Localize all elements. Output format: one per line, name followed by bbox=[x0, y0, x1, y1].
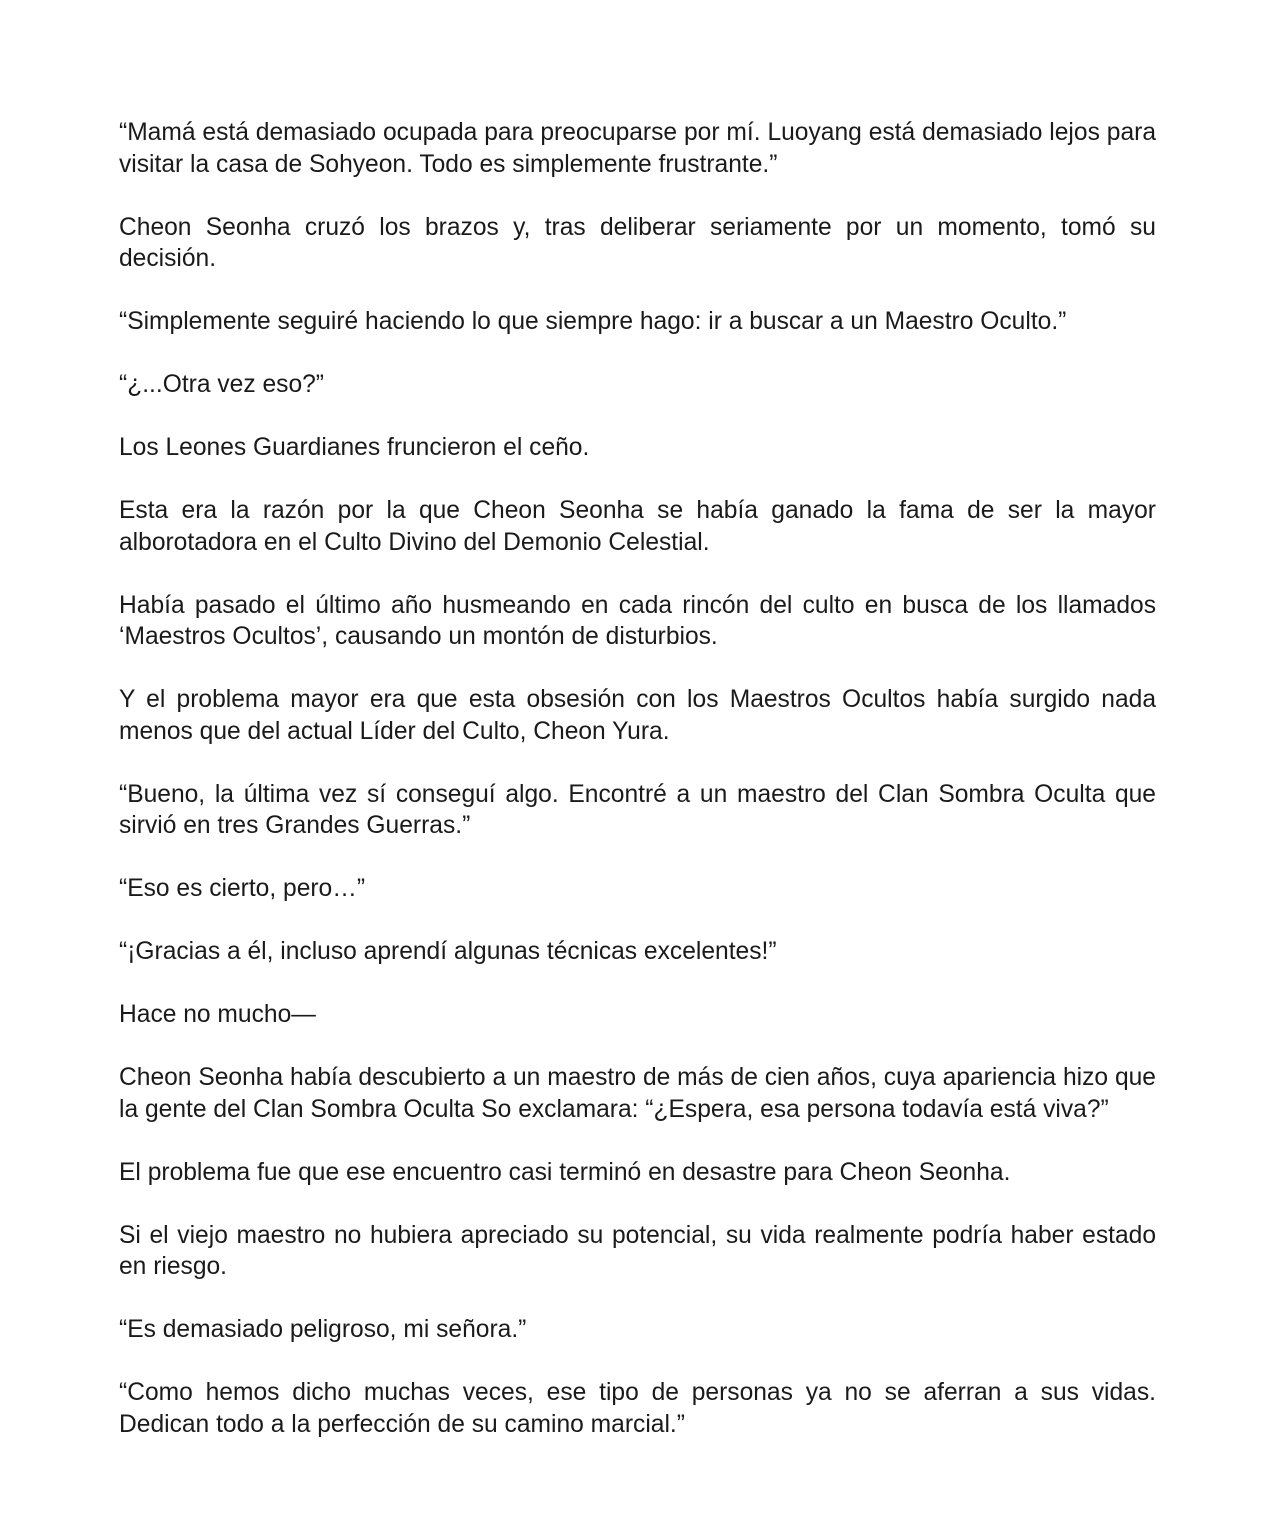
paragraph: Los Leones Guardianes fruncieron el ceño. bbox=[119, 434, 590, 461]
paragraph: Había pasado el último año husmeando en cada rincón del culto en busca de los llamados ‘Maestros Ocultos’, causando un montón de disturbios. bbox=[119, 591, 1156, 650]
paragraph: Cheon Seonha había descubierto a un maestro de más de cien años, cuya apariencia hizo que la gente del Clan Sombra Oculta So exclamara: “¿Espera, esa persona todavía está viva?” bbox=[119, 1064, 1156, 1123]
paragraph: “Mamá está demasiado ocupada para preocuparse por mí. Luoyang está demasiado lejos para visitar la casa de Sohyeon. Todo es simplemente frustrante.” bbox=[119, 119, 1156, 178]
paragraph: Y el problema mayor era que esta obsesión con los Maestros Ocultos había surgido nada menos que del actual Líder del Culto, Cheon Yura. bbox=[119, 686, 1156, 745]
paragraph: “Como hemos dicho muchas veces, ese tipo de personas ya no se aferran a sus vidas. Dedican todo a la perfección de su camino marcial.” bbox=[119, 1379, 1156, 1438]
document-body bbox=[119, 117, 1156, 1440]
paragraph: Esta era la razón por la que Cheon Seonha se había ganado la fama de ser la mayor alborotadora en el Culto Divino del Demonio Celestial. bbox=[119, 497, 1156, 556]
paragraph: “Simplemente seguiré haciendo lo que siempre hago: ir a buscar a un Maestro Oculto.” bbox=[119, 308, 1067, 335]
paragraph: “¿...Otra vez eso?” bbox=[119, 371, 324, 398]
paragraph: Hace no mucho— bbox=[119, 1001, 316, 1028]
paragraph: “Eso es cierto, pero…” bbox=[119, 875, 366, 902]
paragraph: “Bueno, la última vez sí conseguí algo. Encontré a un maestro del Clan Sombra Oculta que sirvió en tres Grandes Guerras.” bbox=[119, 780, 1156, 839]
paragraph: “¡Gracias a él, incluso aprendí algunas técnicas excelentes!” bbox=[119, 938, 777, 965]
paragraph: Si el viejo maestro no hubiera apreciado su potencial, su vida realmente podría haber estado en riesgo. bbox=[119, 1221, 1156, 1280]
paragraph: “Es demasiado peligroso, mi señora.” bbox=[119, 1316, 527, 1343]
paragraph: El problema fue que ese encuentro casi terminó en desastre para Cheon Seonha. bbox=[119, 1158, 1011, 1186]
paragraph: Cheon Seonha cruzó los brazos y, tras deliberar seriamente por un momento, tomó su decisión. bbox=[119, 213, 1156, 272]
